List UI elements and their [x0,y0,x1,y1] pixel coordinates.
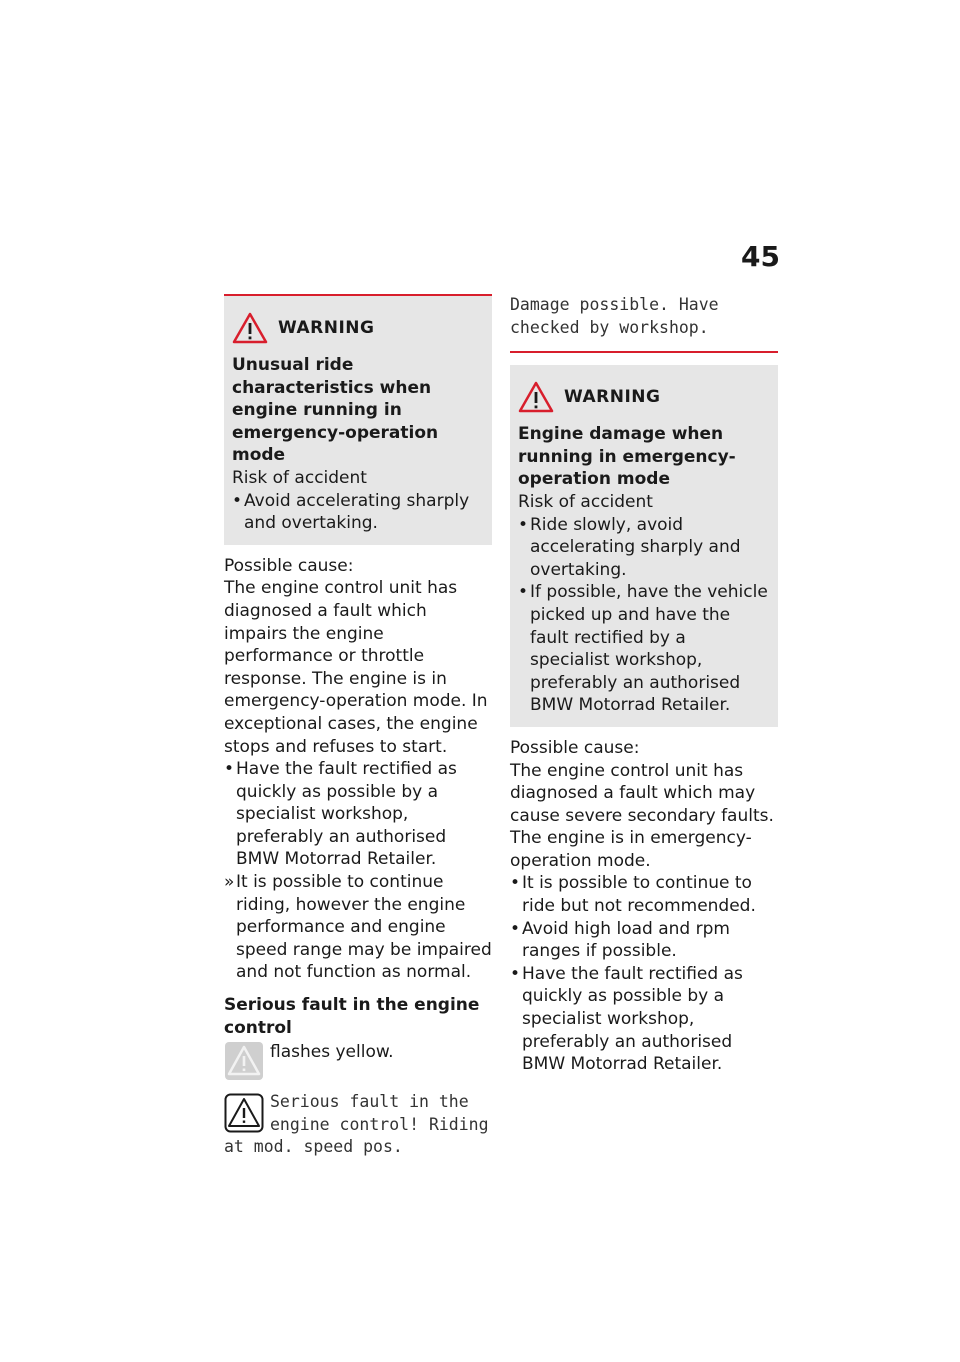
warning-label: WARNING [564,386,661,407]
general-warning-indicator-icon [224,1041,264,1081]
list-item: » It is possible to continue riding, however the engine performance and engine speed range may be impaired and not function as normal. [224,872,492,983]
warning-label: WARNING [278,317,375,338]
left-column [224,294,492,1159]
indicator-row [224,1041,492,1081]
warning-triangle-icon [232,312,268,344]
warning-list [518,514,770,717]
warning-header [232,312,484,344]
warning-header [518,381,770,413]
page-number: 45 [741,240,780,273]
list-item: • If possible, have the vehicle picked up and have the fault rectified by a specialist workshop, preferably an authorised BMW Motorrad Retailer. [518,582,768,716]
list-item: • Have the fault rectified as quickly as possible by a specialist workshop, preferably an authorised BMW Motorrad Retailer. [510,963,743,1075]
cause-text: The engine control unit has diagnosed a fault which may cause severe secondary faults. The engine is in emergency-operation mode. [510,760,774,871]
warning-risk: Risk of accident [518,491,653,512]
warning-title: Engine damage when running in emergency-operation mode [518,424,736,490]
list-item: • Avoid accelerating sharply and overtaking. [232,490,470,534]
warning-list [232,490,484,535]
possible-cause-label: Possible cause: [224,555,354,576]
section-heading: Serious fault in the engine control [224,995,480,1038]
list-item: • Have the fault rectified as quickly as possible by a specialist workshop, preferably an authorised BMW Motorrad Retailer. [224,759,457,870]
display-message-right: Damage possible. Have checked by workshop. [510,294,778,353]
action-list [510,872,778,1075]
list-item: • It is possible to continue to ride but not recommended. [510,873,756,917]
warning-box-right [510,365,778,727]
warning-risk: Risk of accident [232,467,367,488]
warning-triangle-icon [518,381,554,413]
warning-title: Unusual ride characteristics when engine running in emergency-operation mode [232,355,439,466]
display-message-left: Serious fault in the engine control! Riding at mod. speed pos. [224,1092,489,1157]
list-item: • Avoid high load and rpm ranges if possible. [510,918,730,962]
indicator-text: flashes yellow. [270,1042,394,1063]
display-warning-icon [224,1093,264,1133]
right-column [510,294,778,1076]
possible-cause-label: Possible cause: [510,737,640,758]
action-list [224,758,492,984]
warning-box-left [224,294,492,545]
list-item: • Ride slowly, avoid accelerating sharply and overtaking. [518,514,741,580]
cause-text: The engine control unit has diagnosed a fault which impairs the engine performance or throttle response. The engine is in emergency-operation mode. In exceptional cases, the engine stops and refuses to start. [224,578,488,757]
